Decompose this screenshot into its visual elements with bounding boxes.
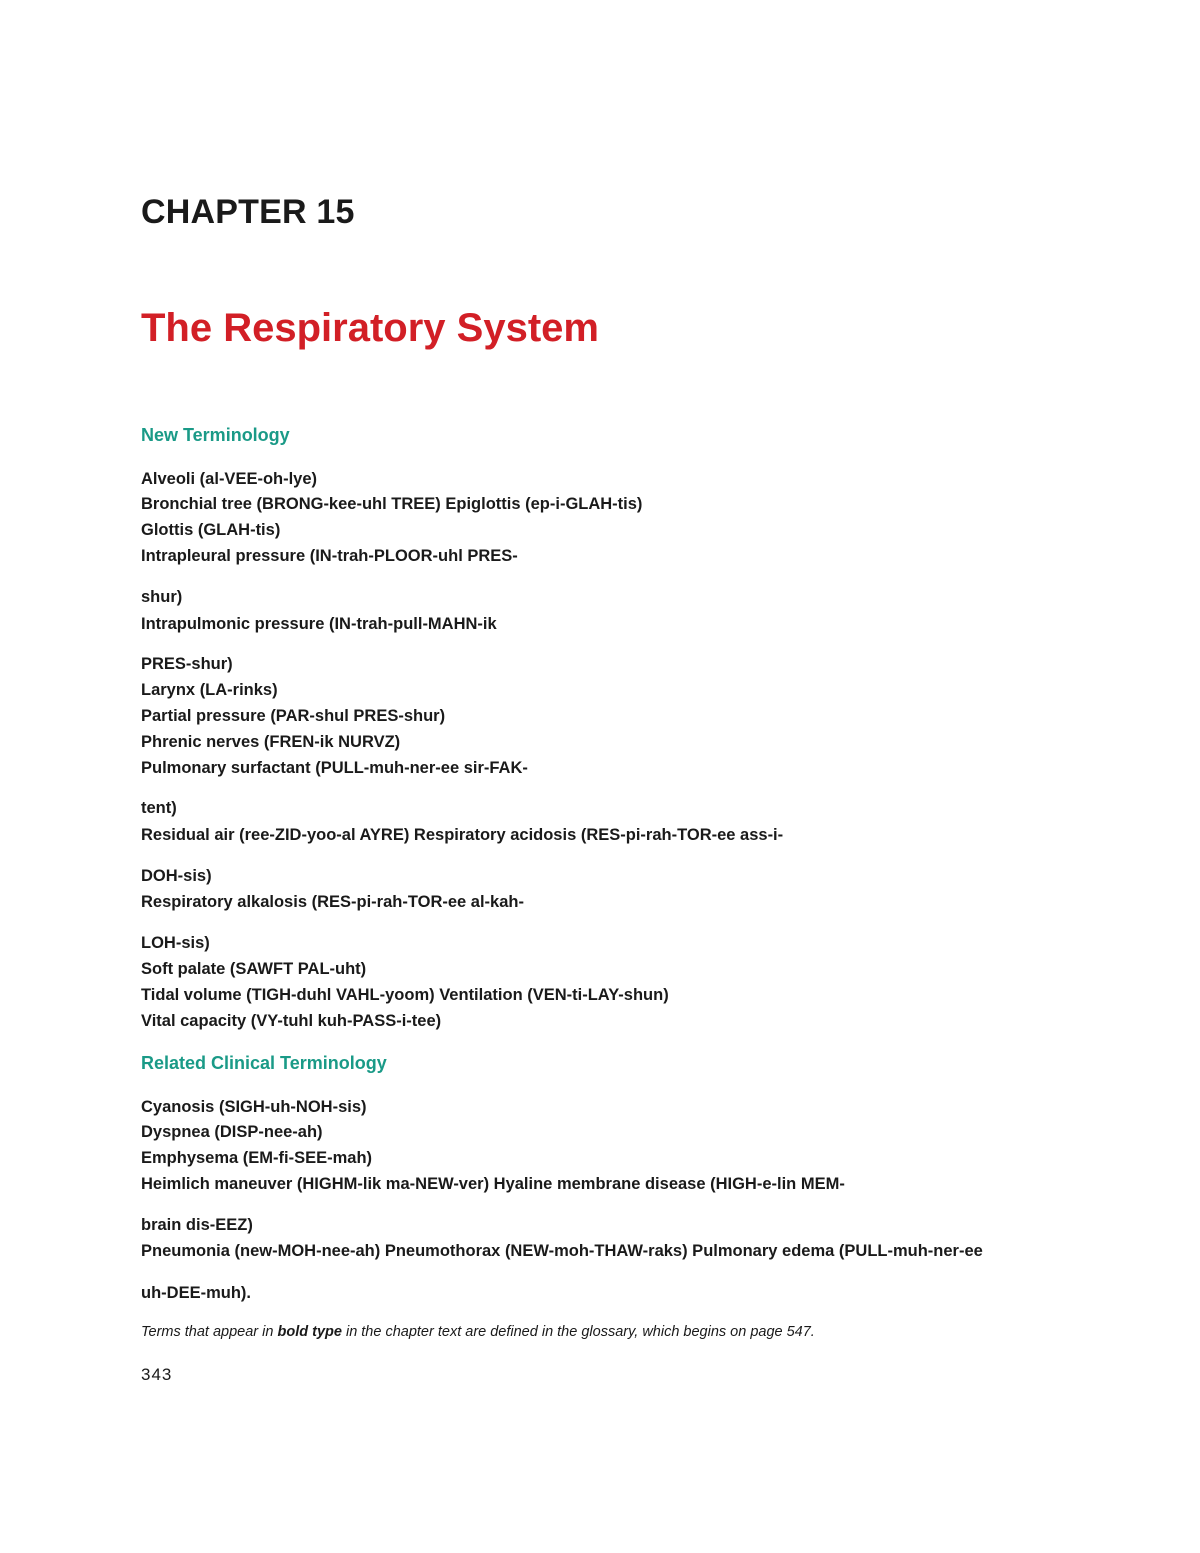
term-line: Cyanosis (SIGH-uh-NOH-sis) — [141, 1098, 367, 1116]
term-line: tent) — [141, 799, 177, 817]
term-line: PRES-shur) — [141, 655, 233, 673]
term-line: Residual air (ree-ZID-yoo-al AYRE) Respiratory acidosis (RES-pi-rah-TOR-ee ass-i- — [141, 826, 784, 844]
footnote-text-after: in the chapter text are defined in the glossary, which begins on page 547. — [341, 1324, 815, 1340]
chapter-title: The Respiratory System — [141, 306, 599, 350]
term-line: Bronchial tree (BRONG-kee-uhl TREE) Epiglottis (ep-i-GLAH-tis) — [141, 495, 643, 513]
term-line: Vital capacity (VY-tuhl kuh-PASS-i-tee) — [141, 1012, 442, 1030]
term-line: shur) — [141, 588, 183, 606]
term-line: Respiratory alkalosis (RES-pi-rah-TOR-ee al-kah- — [141, 893, 524, 911]
related-terminology-heading: Related Clinical Terminology — [141, 1053, 387, 1073]
term-line: Intrapulmonic pressure (IN-trah-pull-MAHN-ik — [141, 615, 497, 633]
footnote-bold-text: bold type — [277, 1324, 342, 1340]
footnote-text-before: Terms that appear in — [141, 1324, 278, 1340]
term-line: LOH-sis) — [141, 934, 210, 952]
term-line: Dyspnea (DISP-nee-ah) — [141, 1123, 323, 1141]
term-line: Glottis (GLAH-tis) — [141, 521, 281, 539]
term-line: Emphysema (EM-fi-SEE-mah) — [141, 1149, 373, 1167]
term-line: Partial pressure (PAR-shul PRES-shur) — [141, 707, 446, 725]
term-line: DOH-sis) — [141, 867, 212, 885]
term-line: brain dis-EEZ) — [141, 1216, 253, 1234]
term-line: Phrenic nerves (FREN-ik NURVZ) — [141, 733, 401, 751]
page-number: 343 — [141, 1365, 173, 1384]
new-terminology-heading: New Terminology — [141, 425, 290, 445]
term-line: Pulmonary surfactant (PULL-muh-ner-ee sir-FAK- — [141, 759, 528, 777]
term-line: uh-DEE-muh). — [141, 1284, 251, 1302]
term-line: Tidal volume (TIGH-duhl VAHL-yoom) Ventilation (VEN-ti-LAY-shun) — [141, 986, 669, 1004]
term-line: Larynx (LA-rinks) — [141, 681, 278, 699]
term-line: Pneumonia (new-MOH-nee-ah) Pneumothorax (NEW-moh-THAW-raks) Pulmonary edema (PULL-muh-ner-ee — [141, 1242, 983, 1260]
term-line: Alveoli (al-VEE-oh-lye) — [141, 470, 318, 488]
term-line: Soft palate (SAWFT PAL-uht) — [141, 960, 367, 978]
glossary-footnote — [141, 1324, 815, 1340]
term-line: Intrapleural pressure (IN-trah-PLOOR-uhl PRES- — [141, 547, 518, 565]
term-line: Heimlich maneuver (HIGHM-lik ma-NEW-ver) Hyaline membrane disease (HIGH-e-lin MEM- — [141, 1175, 845, 1193]
chapter-label: CHAPTER 15 — [141, 193, 355, 231]
